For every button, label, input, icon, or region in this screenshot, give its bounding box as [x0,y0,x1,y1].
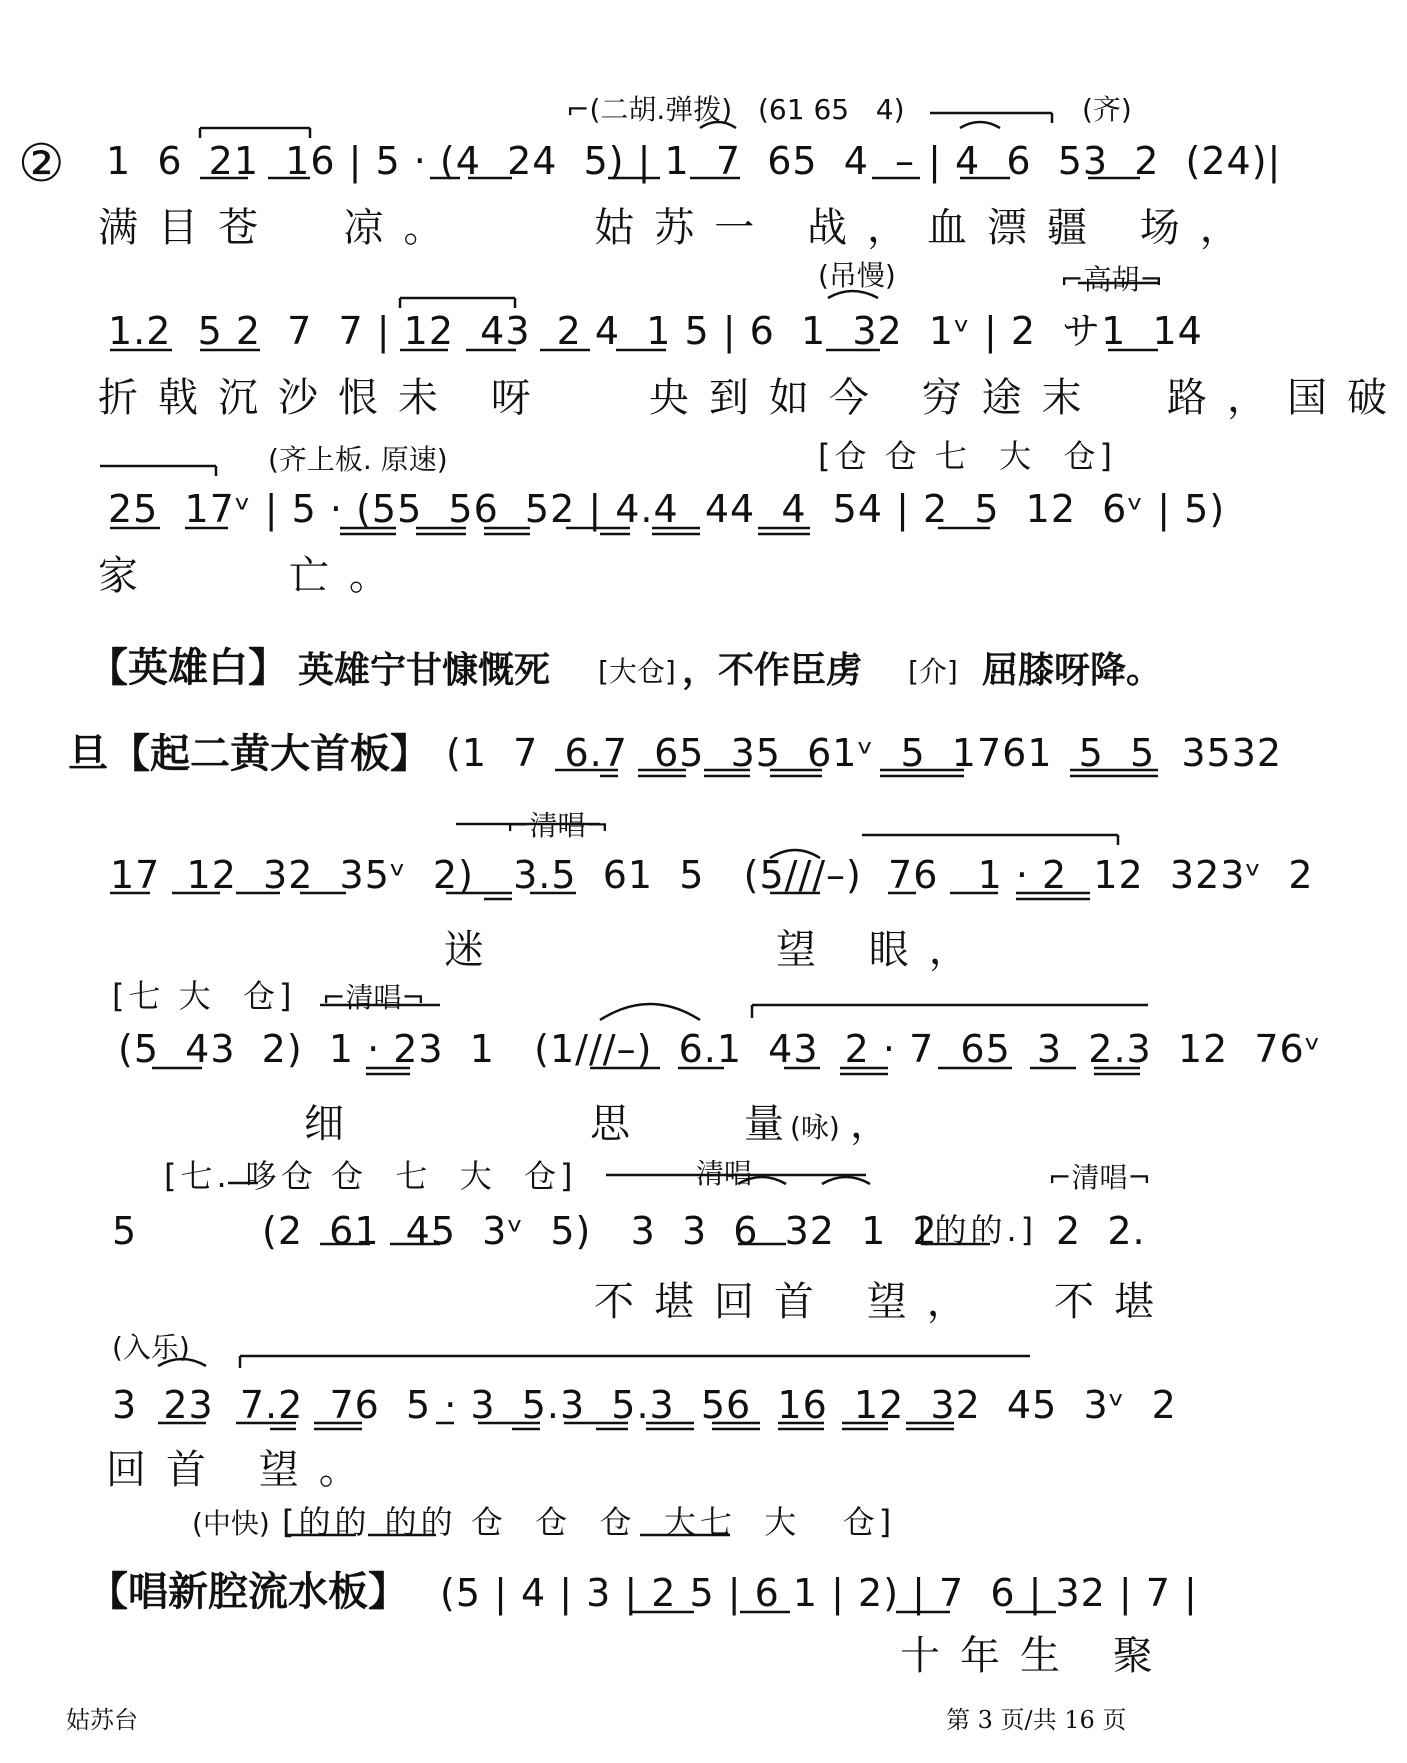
lyrics-line-6a: 细 [304,1101,364,1147]
lyrics-line-6c: 量 [744,1101,804,1147]
annotation-tempo: (齐上板. 原速) [268,443,448,476]
annotation-qingchang-5: ⌐清唱¬ [506,809,609,842]
speech-label: 【英雄白】 [88,645,288,691]
section-heading-erhuang: 【起二黄大首板】 [110,731,430,777]
bracket-dede: [的的.] [918,1211,1038,1249]
speech-text-2: ，不作臣虏 [682,649,863,691]
lyrics-line-7b: 不堪 [1054,1279,1174,1325]
annotation-unison: (齐) [1082,93,1132,126]
lyrics-line-2: 折戟沉沙恨未 呀 央到如今 穷途末 路，国破 [98,375,1407,421]
notation-line-4: (1 7 6.7 65 35 61ᵛ 5 1761 5 5 3532 [446,731,1283,775]
notation-line-7-end: 2 2. [1056,1209,1146,1253]
annotation-ruyue: (入乐) [112,1331,190,1364]
notation-line-7-start: 5 [112,1209,138,1253]
speech-percussion-2: [介] [908,655,958,688]
annotation-qingchang-7a: 清唱 [696,1157,753,1190]
speech-text-1: 英雄宁甘慷慨死 [298,649,551,691]
lyrics-line-7a: 不堪回首 望， [594,1279,987,1325]
speech-percussion-1: [大仓] [598,655,676,688]
annotation-gaohu: ⌐高胡¬ [1060,263,1163,296]
percussion-line-9: [的的 的的 仓 仓 仓 大七 大 仓] [282,1503,896,1541]
annotation-qingchang-6: ⌐清唱¬ [322,981,425,1014]
lyrics-line-6c-punct: ， [850,1101,910,1147]
notation-line-6: (5 43 2) 1 · 23 1 (1///–) 6.1 43 2 · 7 65 3 2.3 12 76ᵛ [118,1027,1322,1071]
percussion-line-7: [七. 哆仓 仓 七 大 仓] [164,1157,577,1195]
notation-line-7: (2 61 45 3ᵛ 5) 3 3 6 32 1 2 [262,1209,938,1253]
annotation-slow: (吊慢) [818,259,896,292]
lyrics-line-5a: 迷 [444,927,504,973]
lyrics-line-6c-note: (咏) [790,1111,840,1144]
speech-text-3: 屈膝呀降。 [982,649,1163,691]
notation-line-2: 1.2 5 2 7 7 | 12 43 2 4 1 5 | 6 1 32 1ᵛ | 2 サ1 14 [108,309,1203,353]
footer-page-number: 第 3 页/共 16 页 [946,1706,1127,1734]
annotation-qingchang-7b: ⌐清唱¬ [1048,1161,1151,1194]
lyrics-line-3: 家 亡。 [98,553,409,599]
percussion-line-3: [仓 仓 七 大 仓] [818,437,1117,475]
section-heading-liushui: 【唱新腔流水板】 [88,1569,408,1615]
notation-line-3: 25 17ᵛ | 5 · (55 56 52 | 4.4 44 4 54 | 2 5 12 6ᵛ | 5) [108,487,1226,531]
notation-line-9: (5 | 4 | 3 | 2 5 | 6 1 | 2) | 7 6 | 32 | 7 | [440,1571,1198,1615]
notation-line-5: 17 12 32 35ᵛ 2) 3.5 61 5 (5///–) 76 1 · 2 12 323ᵛ 2 [110,853,1314,897]
lyrics-line-1: 满目苍 凉。 姑苏一 战，血漂疆 场， [98,205,1260,251]
footer-title: 姑苏台 [66,1706,138,1734]
section-number-mark: ② [18,134,65,194]
annotation-notes-cue: (61 65 4) [758,93,905,126]
annotation-zhongkuai: (中快) [192,1507,270,1540]
annotation-erhu: ⌐(二胡.弹拨) [566,93,733,126]
lyrics-line-6b: 思 [590,1101,650,1147]
role-label: 旦 [68,731,108,777]
notation-line-8: 3 23 7.2 76 5 · 3 5.3 5.3 56 16 12 32 45 3ᵛ 2 [112,1383,1177,1427]
lyrics-line-8: 回首 望。 [106,1447,379,1493]
percussion-line-6: [七 大 仓] [112,977,296,1015]
lyrics-line-5b: 望 眼， [776,927,989,973]
notation-line-1: 1 6 21 16 | 5 · (4 24 5) | 1 7 65 4 – | 4 6 53 2 (24)| [106,139,1282,183]
lyrics-line-9: 十年生 聚 [900,1633,1173,1679]
